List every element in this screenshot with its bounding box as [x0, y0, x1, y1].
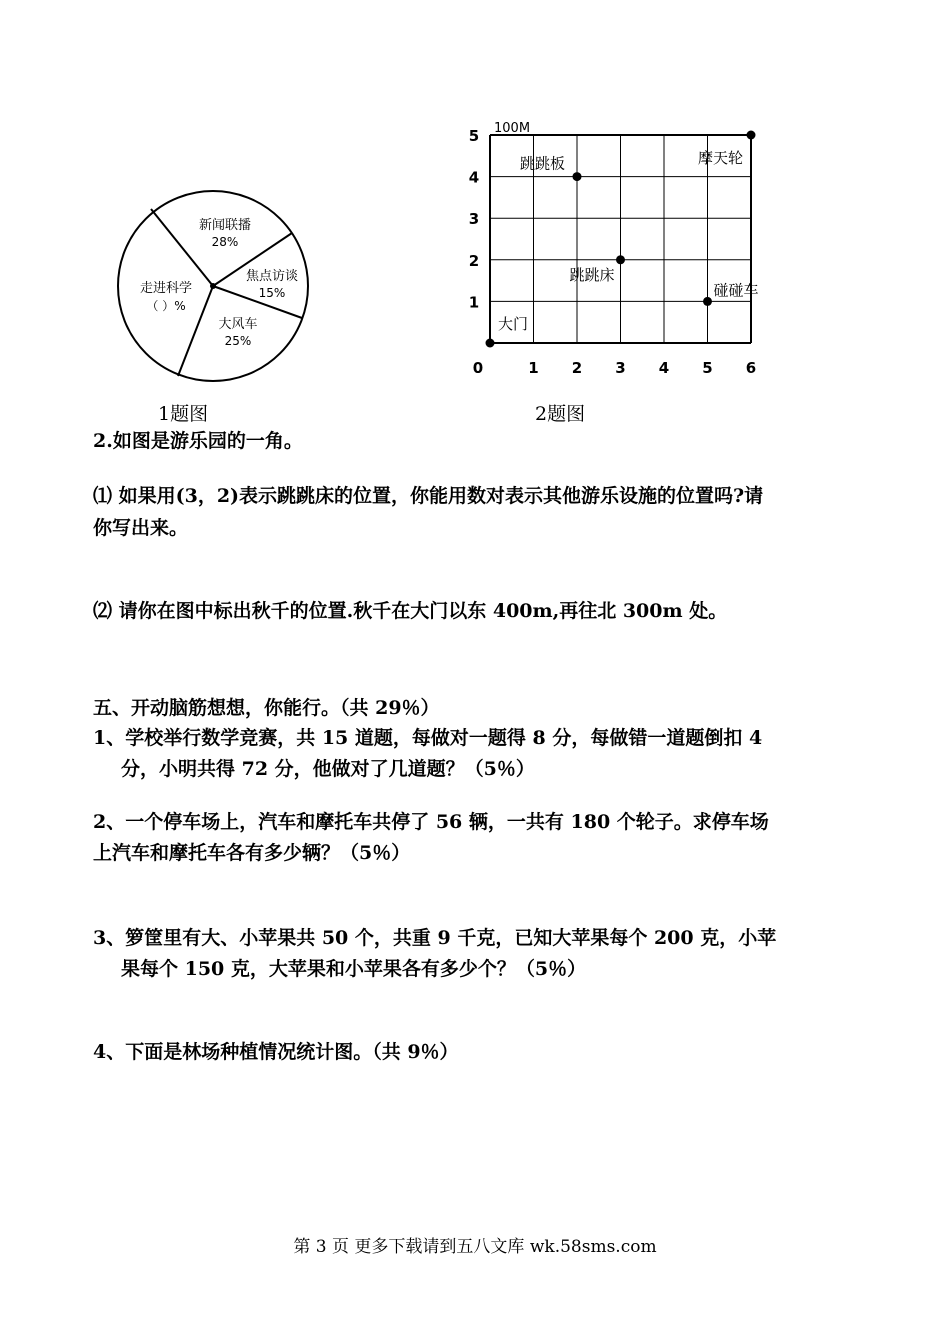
y-tick-4: 4: [468, 168, 480, 187]
question2-part1-line1: ⑴ 如果用(3，2)表示跳跳床的位置，你能用数对表示其他游乐设施的位置吗?请: [93, 485, 764, 507]
pie-center: [210, 283, 216, 289]
section5-heading: 五、开动脑筋想想，你能行。（共 29％）: [93, 697, 440, 719]
pie-divider-3: [213, 286, 302, 318]
section5-q3-line2: 果每个 150 克，大苹果和小苹果各有多少个？（5％）: [121, 958, 587, 980]
x-tick-2: 2: [571, 359, 583, 377]
x-tick-1: 1: [528, 359, 539, 377]
place-point-3: [703, 297, 712, 306]
slice-label-dafengche: 大风车: [218, 317, 258, 332]
place-point-1: [747, 131, 756, 140]
place-label-2: 跳跳床: [569, 265, 615, 284]
slice-label-jiaodian: 焦点访谈: [245, 269, 299, 284]
place-point-4: [486, 339, 495, 348]
pie-chart-figure: [100, 180, 330, 400]
section5-q1-line1: 1、学校举行数学竞赛，共 15 道题，每做对一题得 8 分，每做错一道题倒扣 4: [93, 727, 763, 749]
y-tick-2: 2: [468, 251, 480, 270]
place-label-1: 摩天轮: [697, 149, 743, 167]
section5-q4: 4、下面是林场种植情况统计图。（共 9％）: [93, 1041, 459, 1063]
slice-label-zoujin: 走进科学: [139, 281, 193, 296]
question2-part1-line2: 你写出来。: [93, 517, 189, 539]
grid-unit-label: 100M: [494, 121, 531, 136]
place-label-0: 跳跳板: [519, 154, 565, 173]
x-tick-3: 3: [615, 359, 626, 377]
place-label-3: 碰碰车: [713, 281, 759, 300]
x-tick-6: 6: [745, 359, 757, 377]
place-label-4: 大门: [498, 315, 529, 333]
slice-value-zoujin: （ ）%: [146, 299, 186, 313]
section5-q2-line2: 上汽车和摩托车各有多少辆？（5％）: [93, 842, 411, 864]
x-tick-4: 4: [658, 359, 670, 377]
section5-q1-line2: 分，小明共得 72 分，他做对了几道题？（5％）: [121, 758, 535, 780]
figure2-caption: 2题图: [535, 403, 586, 425]
section5-q2-line1: 2、一个停车场上，汽车和摩托车共停了 56 辆，一共有 180 个轮子。求停车场: [93, 811, 769, 833]
slice-value-xinwen: 28%: [211, 235, 239, 249]
place-point-2: [616, 255, 625, 264]
question2-title: 2.如图是游乐园的一角。: [93, 430, 303, 452]
slice-value-dafengche: 25%: [224, 334, 252, 348]
place-point-0: [573, 172, 582, 181]
y-tick-5: 5: [468, 127, 480, 145]
y-tick-3: 3: [468, 210, 480, 229]
page-footer: 第 3 页 更多下载请到五八文库 wk.58sms.com: [293, 1237, 657, 1257]
x-tick-0: 0: [472, 359, 484, 377]
question2-part2: ⑵ 请你在图中标出秋千的位置.秋千在大门以东 400m,再往北 300m 处。: [93, 600, 728, 622]
figure1-caption: 1题图: [158, 403, 209, 425]
coordinate-grid-figure: [460, 112, 780, 382]
slice-label-xinwen: 新闻联播: [198, 218, 252, 233]
y-tick-1: 1: [468, 293, 480, 312]
section5-q3-line1: 3、箩筐里有大、小苹果共 50 个，共重 9 千克，已知大苹果每个 200 克，小苹: [93, 927, 777, 949]
grid-places: [486, 131, 759, 348]
x-tick-5: 5: [702, 359, 713, 377]
slice-value-jiaodian: 15%: [258, 286, 286, 300]
